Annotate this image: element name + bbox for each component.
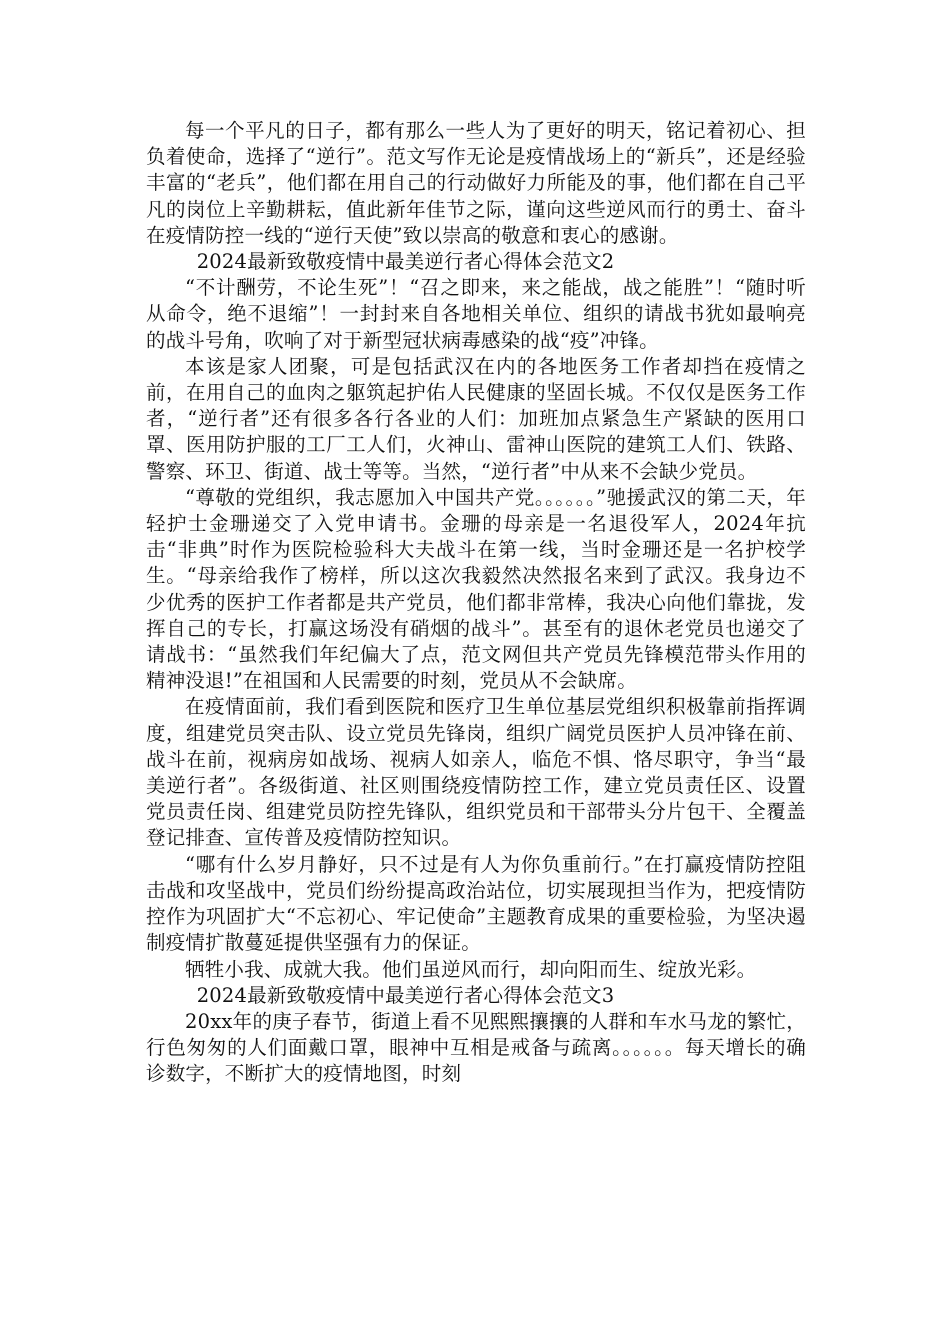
section-heading-2: 2024最新致敬疫情中最美逆行者心得体会范文2 [196,250,615,274]
paragraph-7: 牺牲小我、成就大我。他们虽逆风而行，却向阳而生、绽放光彩。 [185,957,757,981]
section-heading-3: 2024最新致敬疫情中最美逆行者心得体会范文3 [196,983,615,1007]
paragraph-8: 20xx年的庚子春节，街道上看不见熙熙攘攘的人群和车水马龙的繁忙，行色匆匆的人们面戴口罩，眼神中互相是戒备与疏离。。。。。。每天增长的确诊数字，不断扩大的疫情地图，时刻 [146,1009,806,1086]
paragraph-3: 本该是家人团聚，可是包括武汉在内的各地医务工作者却挡在疫情之前，在用自己的血肉之躯筑起护佑人民健康的坚固长城。不仅仅是医务工作者，“逆行者”还有很多各行各业的人们：加班加点紧急生产紧缺的医用口罩、医用防护服的工厂工人们，火神山、雷神山医院的建筑工人们、铁路、警察、环卫、街道、战士等等。当然，“逆行者”中从来不会缺少党员。 [146,354,806,483]
paragraph-4: “尊敬的党组织，我志愿加入中国共产党。。。。。。”驰援武汉的第二天，年轻护士金珊递交了入党申请书。金珊的母亲是一名退役军人，2024年抗击“非典”时作为医院检验科大夫战斗在第一线，当时金珊还是一名护校学生。“母亲给我作了榜样，所以这次我毅然决然报名来到了武汉。我身边不少优秀的医护工作者都是共产党员，他们都非常棒，我决心向他们靠拢，发挥自己的专长，打赢这场没有硝烟的战斗”。甚至有的退休老党员也递交了请战书：“虽然我们年纪偏大了点，范文网但共产党员先锋模范带头作用的精神没退!”在祖国和人民需要的时刻，党员从不会缺席。 [146,485,806,693]
paragraph-1: 每一个平凡的日子，都有那么一些人为了更好的明天，铭记着初心、担负着使命，选择了“逆行”。范文写作无论是疫情战场上的“新兵”，还是经验丰富的“老兵”，他们都在用自己的行动做好力所能及的事，他们都在自己平凡的岗位上辛勤耕耘，值此新年佳节之际，谨向这些逆风而行的勇士、奋斗在疫情防控一线的“逆行天使”致以崇高的敬意和衷心的感谢。 [146,119,806,247]
paragraph-5: 在疫情面前，我们看到医院和医疗卫生单位基层党组织积极靠前指挥调度，组建党员突击队、设立党员先锋岗，组织广阔党员医护人员冲锋在前、战斗在前，视病房如战场、视病人如亲人，临危不惧、恪尽职守，争当“最美逆行者”。各级街道、社区则围绕疫情防控工作，建立党员责任区、设置党员责任岗、组建党员防控先锋队，组织党员和干部带头分片包干、全覆盖登记排查、宣传普及疫情防控知识。 [146,695,806,850]
paragraph-2: “不计酬劳，不论生死”！“召之即来，来之能战，战之能胜”！“随时听从命令，绝不退缩”！一封封来自各地相关单位、组织的请战书犹如最响亮的战斗号角，吹响了对于新型冠状病毒感染的战“疫”冲锋。 [146,276,806,352]
paragraph-6: “哪有什么岁月静好，只不过是有人为你负重前行。”在打赢疫情防控阻击战和攻坚战中，党员们纷纷提高政治站位，切实展现担当作为，把疫情防控作为巩固扩大“不忘初心、牢记使命”主题教育成果的重要检验，为坚决遏制疫情扩散蔓延提供坚强有力的保证。 [146,852,806,955]
document-body [146,118,806,1088]
